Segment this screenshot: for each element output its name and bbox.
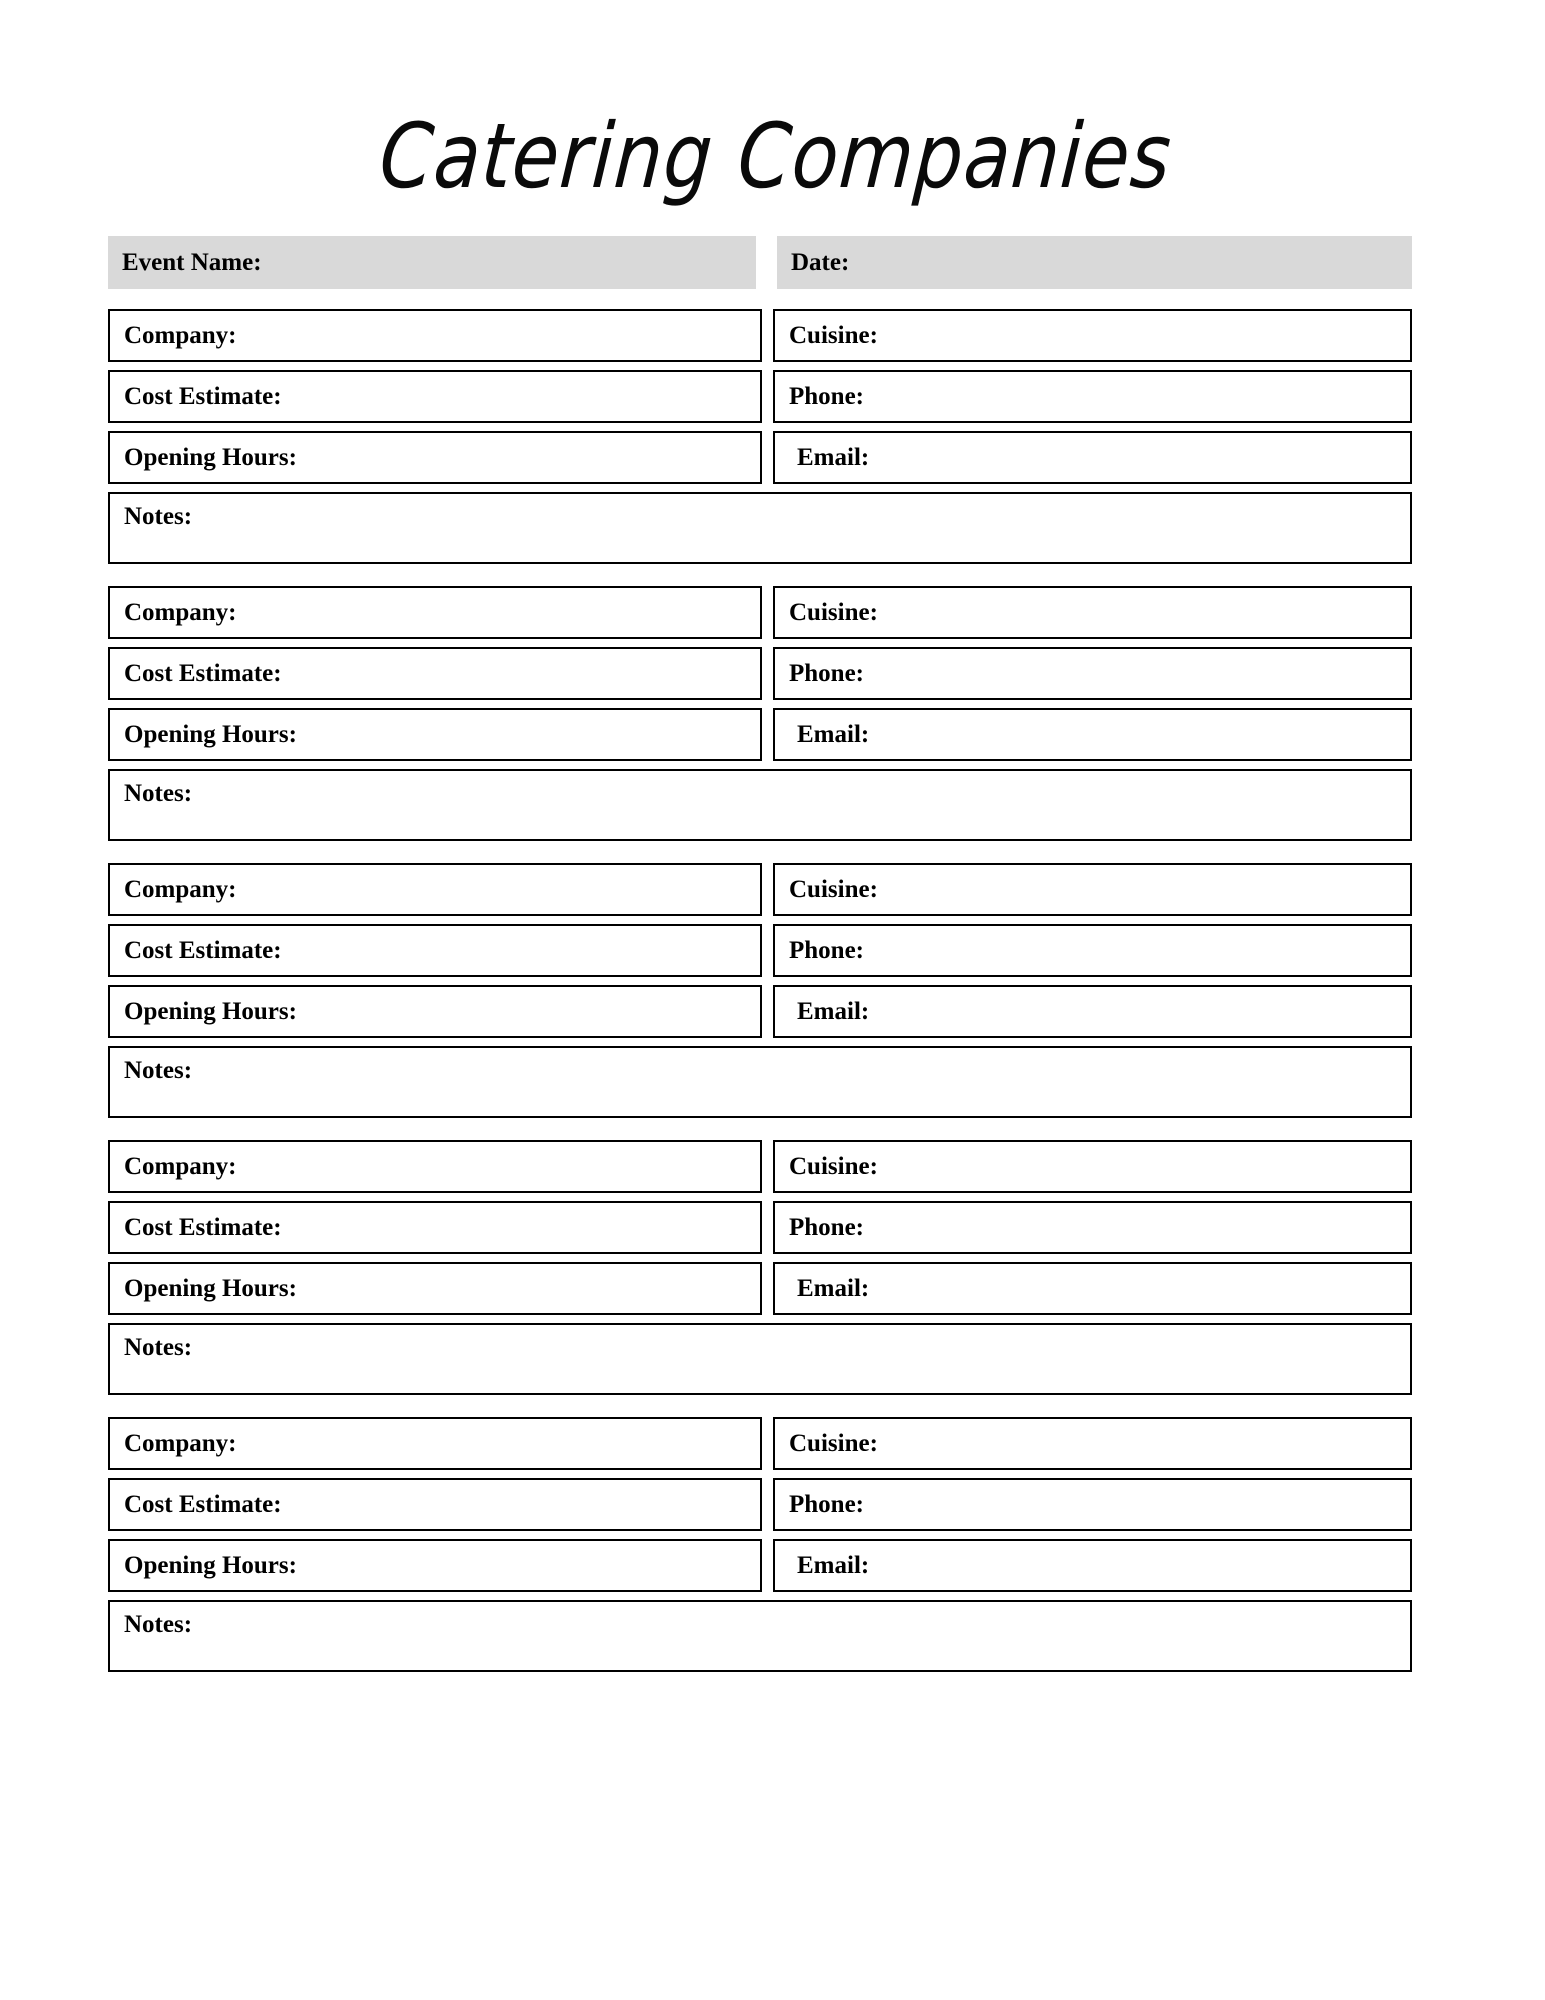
notes-field-2[interactable] [108, 769, 1412, 841]
event-name-field[interactable] [108, 236, 756, 289]
notes-field-4[interactable] [108, 1323, 1412, 1395]
company-label: Company: [124, 875, 237, 903]
opening-hours-field-2[interactable] [108, 708, 762, 761]
cost-estimate-label: Cost Estimate: [124, 382, 282, 410]
email-field-1[interactable] [773, 431, 1412, 484]
cuisine-label: Cuisine: [789, 1152, 878, 1180]
cost-phone-row [108, 1201, 1412, 1254]
cost-estimate-field-2[interactable] [108, 647, 762, 700]
phone-field-4[interactable] [773, 1201, 1412, 1254]
notes-label: Notes: [124, 1611, 193, 1638]
email-label: Email: [797, 443, 870, 471]
phone-label: Phone: [789, 1490, 864, 1518]
phone-field-2[interactable] [773, 647, 1412, 700]
notes-label: Notes: [124, 780, 193, 807]
company-cuisine-row [108, 1417, 1412, 1470]
cuisine-label: Cuisine: [789, 875, 878, 903]
cost-estimate-label: Cost Estimate: [124, 1213, 282, 1241]
date-field[interactable] [777, 236, 1412, 289]
cost-estimate-label: Cost Estimate: [124, 936, 282, 964]
opening-hours-label: Opening Hours: [124, 1551, 297, 1579]
date-label: Date: [791, 249, 850, 276]
opening-hours-field-5[interactable] [108, 1539, 762, 1592]
phone-label: Phone: [789, 936, 864, 964]
phone-field-1[interactable] [773, 370, 1412, 423]
email-label: Email: [797, 720, 870, 748]
notes-row [108, 492, 1412, 564]
cuisine-field-4[interactable] [773, 1140, 1412, 1193]
opening-hours-label: Opening Hours: [124, 997, 297, 1025]
company-cuisine-row [108, 586, 1412, 639]
opening-hours-label: Opening Hours: [124, 443, 297, 471]
email-field-3[interactable] [773, 985, 1412, 1038]
opening-hours-field-1[interactable] [108, 431, 762, 484]
notes-label: Notes: [124, 1334, 193, 1361]
notes-row [108, 1323, 1412, 1395]
notes-label: Notes: [124, 1057, 193, 1084]
cost-estimate-field-3[interactable] [108, 924, 762, 977]
cost-phone-row [108, 647, 1412, 700]
company-cuisine-row [108, 309, 1412, 362]
phone-field-5[interactable] [773, 1478, 1412, 1531]
email-label: Email: [797, 1274, 870, 1302]
phone-label: Phone: [789, 659, 864, 687]
cuisine-field-3[interactable] [773, 863, 1412, 916]
company-field-3[interactable] [108, 863, 762, 916]
phone-label: Phone: [789, 1213, 864, 1241]
cost-phone-row [108, 370, 1412, 423]
notes-field-5[interactable] [108, 1600, 1412, 1672]
notes-field-3[interactable] [108, 1046, 1412, 1118]
hours-email-row [108, 1262, 1412, 1315]
catering-companies-form [108, 236, 1412, 1680]
cost-estimate-field-5[interactable] [108, 1478, 762, 1531]
catering-entry-block-5 [108, 1417, 1412, 1672]
catering-entry-block-1 [108, 309, 1412, 564]
cuisine-label: Cuisine: [789, 321, 878, 349]
cuisine-field-1[interactable] [773, 309, 1412, 362]
email-field-5[interactable] [773, 1539, 1412, 1592]
notes-row [108, 1600, 1412, 1672]
phone-label: Phone: [789, 382, 864, 410]
email-label: Email: [797, 997, 870, 1025]
cuisine-field-5[interactable] [773, 1417, 1412, 1470]
opening-hours-field-4[interactable] [108, 1262, 762, 1315]
company-label: Company: [124, 598, 237, 626]
cost-estimate-label: Cost Estimate: [124, 659, 282, 687]
company-cuisine-row [108, 863, 1412, 916]
hours-email-row [108, 431, 1412, 484]
email-field-4[interactable] [773, 1262, 1412, 1315]
cost-phone-row [108, 1478, 1412, 1531]
title-container [0, 0, 1545, 252]
cuisine-field-2[interactable] [773, 586, 1412, 639]
opening-hours-label: Opening Hours: [124, 1274, 297, 1302]
catering-entry-block-4 [108, 1140, 1412, 1395]
notes-row [108, 769, 1412, 841]
email-label: Email: [797, 1551, 870, 1579]
opening-hours-field-3[interactable] [108, 985, 762, 1038]
notes-row [108, 1046, 1412, 1118]
company-field-1[interactable] [108, 309, 762, 362]
cuisine-label: Cuisine: [789, 1429, 878, 1457]
company-label: Company: [124, 321, 237, 349]
company-label: Company: [124, 1429, 237, 1457]
cost-estimate-field-4[interactable] [108, 1201, 762, 1254]
company-label: Company: [124, 1152, 237, 1180]
hours-email-row [108, 1539, 1412, 1592]
company-cuisine-row [108, 1140, 1412, 1193]
company-field-5[interactable] [108, 1417, 762, 1470]
company-field-4[interactable] [108, 1140, 762, 1193]
cost-estimate-label: Cost Estimate: [124, 1490, 282, 1518]
form-header-row [108, 236, 1412, 289]
catering-entry-block-3 [108, 863, 1412, 1118]
page-title: Catering Companies [376, 102, 1175, 208]
catering-entry-block-2 [108, 586, 1412, 841]
cost-estimate-field-1[interactable] [108, 370, 762, 423]
notes-field-1[interactable] [108, 492, 1412, 564]
cuisine-label: Cuisine: [789, 598, 878, 626]
hours-email-row [108, 985, 1412, 1038]
email-field-2[interactable] [773, 708, 1412, 761]
company-field-2[interactable] [108, 586, 762, 639]
hours-email-row [108, 708, 1412, 761]
cost-phone-row [108, 924, 1412, 977]
event-name-label: Event Name: [122, 249, 262, 276]
opening-hours-label: Opening Hours: [124, 720, 297, 748]
notes-label: Notes: [124, 503, 193, 530]
phone-field-3[interactable] [773, 924, 1412, 977]
